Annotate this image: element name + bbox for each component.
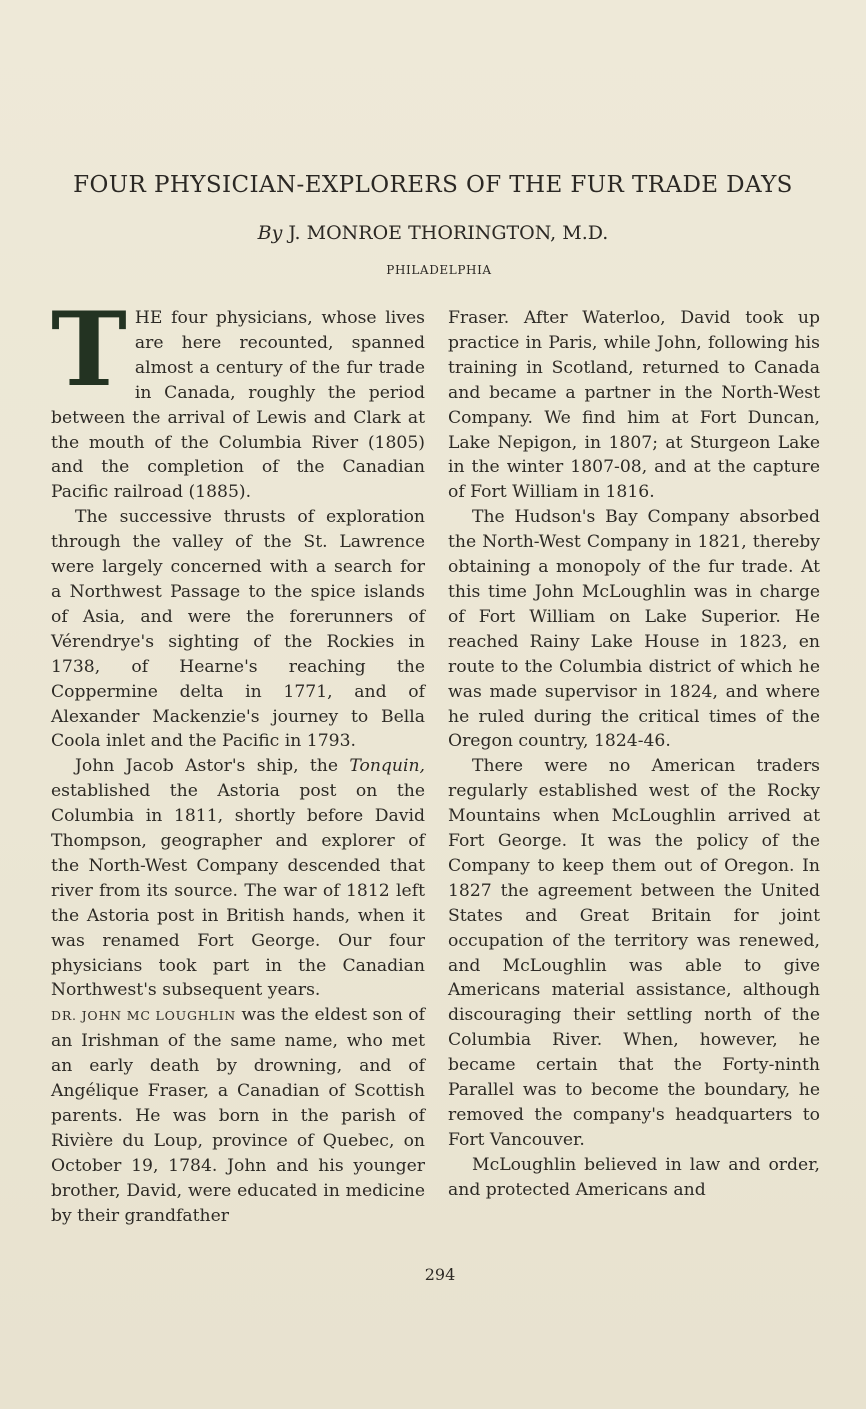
byline-prefix: By xyxy=(257,222,283,244)
ship-name: Tonquin, xyxy=(349,756,425,777)
author-affiliation: PHILADELPHIA xyxy=(386,263,492,277)
paragraph-exploration: The successive thrusts of exploration through the valley of the St. Lawrence were largely concerned with a search for a Northwest Passage to the spice islands of Asia, and were the forerunners of Vérendrye's sighting of the Rockies in 1738, of Hearne's reaching the Coppermine delta in 1771, and of Alexander Mackenzie's journey to Bella Coola inlet and the Pacific in 1793. xyxy=(51,507,425,752)
paragraph-astor xyxy=(51,754,425,1003)
drop-cap: T xyxy=(51,290,127,410)
paragraph-american-traders: There were no American traders regularly established west of the Rocky Mountains when McLoughlin arrived at Fort George. It was the policy of the Company to keep them out of Oregon. In 1827 the agreement between the United States and Great Britain for joint occupation of the territory was renewed, and McLoughlin was able to give Americans material assistance, although discouraging their settling north of the Columbia River. When, however, he became certain that the Forty-ninth Parallel was to become the boundary, he removed the company's headquarters to Fort Vancouver. xyxy=(448,756,820,1150)
section-name-smallcaps: DR. JOHN MC LOUGHLIN xyxy=(51,1008,237,1024)
paragraph-astor-after: established the Astoria post on the Columbia in 1811, shortly before David Thompson, geographer and explorer of the North-West Company descended that river from its source. The war of 1812 left the Astoria post in British hands, when it was renamed Fort George. Our four physicians took part in the Canadian Northwest's subsequent years. xyxy=(51,781,425,1001)
author-name: J. MONROE THORINGTON, M.D. xyxy=(288,222,609,244)
paragraph-hudsons-bay: The Hudson's Bay Company absorbed the North-West Company in 1821, thereby obtaining a monopoly of the fur trade. At this time John McLoughlin was in charge of Fort William on Lake Superior. He reached Rainy Lake House in 1823, en route to the Columbia district of which he was made supervisor in 1824, and where he ruled during the critical times of the Oregon country, 1824-46. xyxy=(448,507,820,752)
paragraph-law-order: McLoughlin believed in law and order, and protected Americans and xyxy=(448,1154,820,1200)
page-number: 294 xyxy=(424,1265,456,1284)
byline xyxy=(0,222,866,244)
paragraph-mcloughlin xyxy=(51,1003,425,1228)
paragraph-continued: Fraser. After Waterloo, David took up practice in Paris, while John, following his training in Scotland, returned to Canada and became a partner in the North-West Company. We find him at Fort Duncan, Lake Nepigon, in 1807; at Sturgeon Lake in the winter 1807-08, and at the capture of Fort William in 1816. xyxy=(448,308,820,503)
article-title: FOUR PHYSICIAN-EXPLORERS OF THE FUR TRADE DAYS xyxy=(73,172,793,198)
paragraph-mcloughlin-text: was the eldest son of an Irishman of the same name, who met an early death by drowning, and of Angélique Fraser, a Canadian of Scottish parents. He was born in the parish of Rivière du Loup, province of Quebec, on October 19, 1784. John and his younger brother, David, were educated in medicine by their grandfather xyxy=(51,1005,425,1226)
right-column xyxy=(448,306,820,1203)
left-column xyxy=(51,290,425,1229)
paragraph-intro-text: HE four physicians, whose lives are here recounted, spanned almost a century of the fur trade in Canada, roughly the period between the arrival of Lewis and Clark at the mouth of the Columbia River (1805) and the completion of the Canadian Pacific railroad (1885). xyxy=(51,308,425,503)
paragraph-intro xyxy=(51,290,425,505)
paragraph-astor-before: John Jacob Astor's ship, the xyxy=(75,756,350,777)
